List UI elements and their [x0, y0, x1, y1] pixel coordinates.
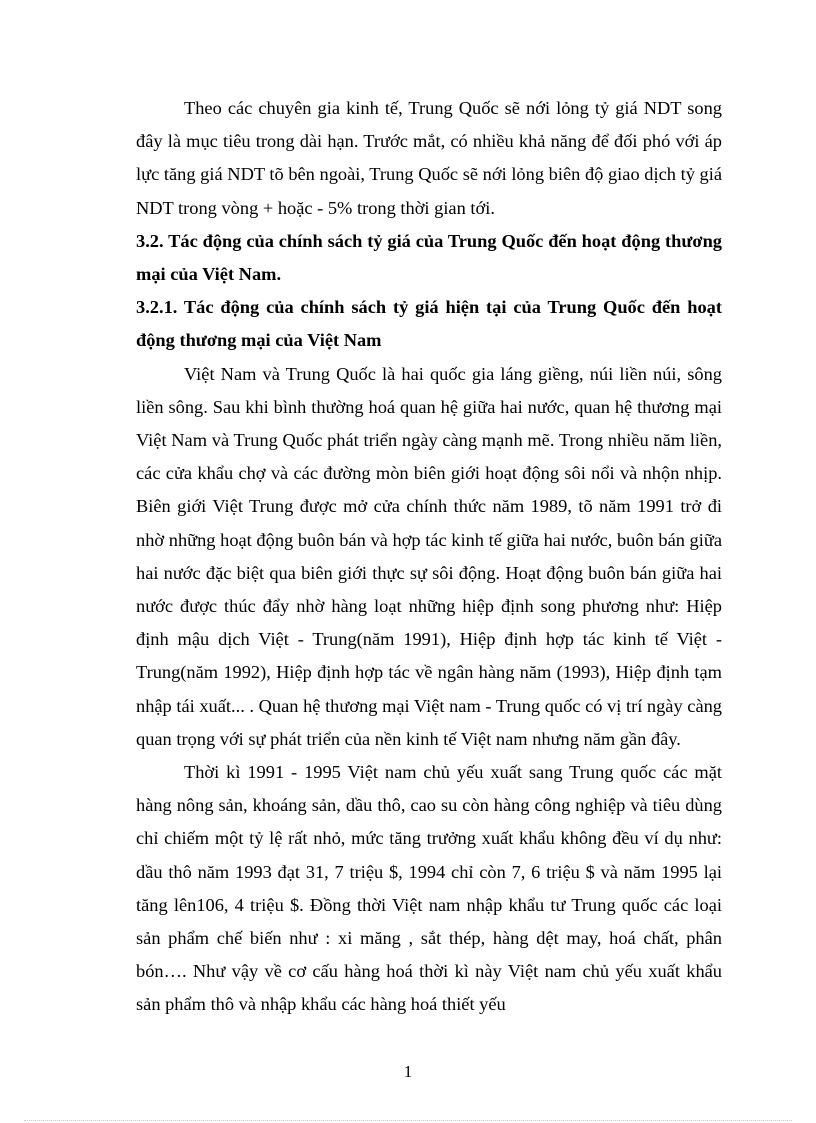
paragraph-vietnam-china-relations: Việt Nam và Trung Quốc là hai quốc gia láng giềng, núi liền núi, sông liền sông. Sau khi bình thường hoá quan hệ giữa hai nước, quan hệ thương mại Việt Nam và Trung Quốc phát triển ngày càng mạnh mẽ. Trong nhiều năm liền, các cửa khẩu chợ và các đường mòn biên giới hoạt động sôi nổi và nhộn nhịp. Biên giới Việt Trung được mở cửa chính thức năm 1989, tõ năm 1991 trở đi nhờ những hoạt động buôn bán và hợp tác kinh tế giữa hai nước, buôn bán giữa hai nước đặc biệt qua biên giới thực sự sôi động. Hoạt động buôn bán giữa hai nước được thúc đẩy nhờ hàng loạt những hiệp định song phương như: Hiệp định mậu dịch Việt - Trung(năm 1991), Hiệp định hợp tác kinh tế Việt - Trung(năm 1992), Hiệp định hợp tác về ngân hàng năm (1993), Hiệp định tạm nhập tái xuất... . Quan hệ thương mại Việt nam - Trung quốc có vị trí ngày càng quan trọng với sự phát triển của nền kinh tế Việt nam nhưng năm gần đây. — [136, 363, 722, 749]
section-heading-3-2: 3.2. Tác động của chính sách tỷ giá của Trung Quốc đến hoạt động thương mại của Việt Nam. — [136, 230, 722, 285]
paragraph-exchange-rate-outlook: Theo các chuyên gia kinh tế, Trung Quốc sẽ nới lỏng tỷ giá NDT song đây là mục tiêu trong dài hạn. Trước mắt, có nhiều khả năng để đối phó với áp lực tăng giá NDT tõ bên ngoài, Trung Quốc sẽ nới lỏng biên độ giao dịch tỷ giá NDT trong vòng + hoặc - 5% trong thời gian tới. — [136, 98, 722, 218]
page-number: 1 — [403, 1062, 413, 1081]
document-page — [136, 92, 722, 1022]
subsection-heading-3-2-1: 3.2.1. Tác động của chính sách tỷ giá hiện tại của Trung Quốc đến hoạt động thương mại của Việt Nam — [136, 297, 722, 351]
page-bottom-divider — [24, 1120, 792, 1121]
paragraph-1991-1995-trade: Thời kì 1991 - 1995 Việt nam chủ yếu xuất sang Trung quốc các mặt hàng nông sản, khoáng sản, dầu thô, cao su còn hàng công nghiệp và tiêu dùng chỉ chiếm một tỷ lệ rất nhỏ, mức tăng trưởng xuất khẩu không đều ví dụ như: dầu thô năm 1993 đạt 31, 7 triệu $, 1994 chỉ còn 7, 6 triệu $ và năm 1995 lại tăng lên106, 4 triệu $. Đồng thời Việt nam nhập khẩu tư Trung quốc các loại sản phẩm chế biến như : xi măng , sắt thép, hàng dệt may, hoá chất, phân bón…. Như vậy về cơ cấu hàng hoá thời kì này Việt nam chủ yếu xuất khẩu sản phẩm thô và nhập khẩu các hàng hoá thiết yếu — [136, 762, 722, 1015]
